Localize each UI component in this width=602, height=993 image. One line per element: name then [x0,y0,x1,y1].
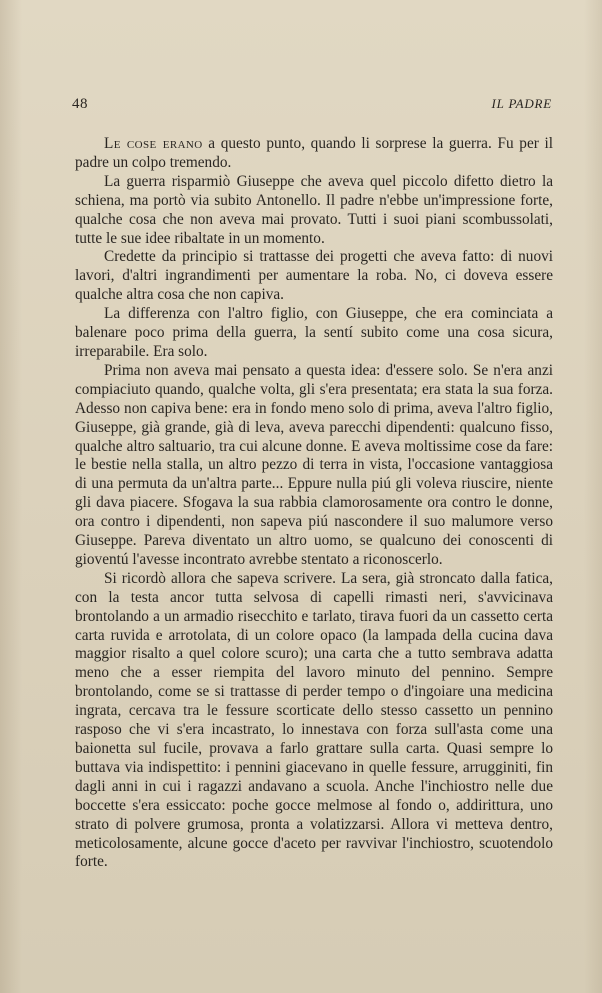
paragraph: Si ricordò allora che sapeva scrivere. La sera, già stroncato dalla fatica, con la testa ancor tutta selvosa di capelli rimasti neri, s'avvicinava brontolando a un armadio risecchito e tarlato, tirava fuori da un cassetto certa carta ruvida e arrotolata, di un colore opaco (la lampada della cucina dava maggior risalto a quel colore scuro); una carta che a tutto sembrava adatta meno che a esser riempita del lavoro minuto del pennino. Sempre brontolando, come se si trattasse di perder tempo o d'ingoiare una medicina ingrata, cercava tra le fessure scorticate dello stesso cassetto un pennino rasposo che vi s'era incastrato, lo innestava con forza sull'asta come una baionetta sul fucile, provava a farlo grattare sulla carta. Quasi sempre lo buttava via indispettito: i pennini giacevano in quelle fessure, arrugginiti, fin dagli anni in cui i ragazzi andavano a scuola. Anche l'inchiostro nelle due boccette s'era essiccato: poche gocce melmose al fondo o, addirittura, uno strato di polvere grumosa, pronta a volatizzarsi. Allora vi metteva dentro, meticolosamente, alcune gocce d'aceto per ravvivar l'inchiostro, scuotendolo forte. [75,569,553,871]
paragraph: La differenza con l'altro figlio, con Giuseppe, che era cominciata a balenare poco prima della guerra, la sentí subito come una cosa sicura, irreparabile. Era solo. [75,305,553,360]
body-text [75,135,553,872]
paragraph: Prima non aveva mai pensato a questa idea: d'essere solo. Se n'era anzi compiaciuto quando, qualche volta, gli s'era presentata; era stata la sua forza. Adesso non capiva bene: era in fondo meno solo di prima, aveva l'altro figlio, Giuseppe, già grande, già di leva, aveva parecchi dipendenti: qualcuno fisso, qualche altro saltuario, tra cui alcune donne. E aveva moltissime cose da fare: le bestie nella stalla, un altro pezzo di terra in vista, l'occasione vantaggiosa di una permuta da un'altra parte... Eppure nulla piú gli voleva riuscire, niente gli dava piacere. Sfogava la sua rabbia clamorosamente ora contro le donne, ora contro i dipendenti, non sapeva piú nascondere il suo malumore verso Giuseppe. Pareva diventato un altro uomo, se qualcuno dei conoscenti di gioventú l'avesse incontrato avrebbe stentato a riconoscerlo. [75,361,553,568]
running-title: IL PADRE [491,96,552,111]
page-header [72,96,552,116]
page-number: 48 [72,96,88,112]
paragraph: La guerra risparmiò Giuseppe che aveva quel piccolo difetto dietro la schiena, ma portò via subito Antonello. Il padre n'ebbe un'impressione forte, qualche cosa che non aveva mai provato. Tutti i suoi piani scombussolati, tutte le sue idee ribaltate in un momento. [75,172,553,247]
opening-rest: a questo punto, quando li sorprese la guerra. Fu per il padre un colpo tremendo. [75,135,553,171]
paragraph: Credette da principio si trattasse dei progetti che aveva fatto: di nuovi lavori, d'altri ingrandimenti per aumentare la roba. No, ci doveva essere qualche altra cosa che non capiva. [75,248,553,304]
opening-paragraph [75,135,553,173]
opening-lead: Le cose erano [104,135,203,152]
